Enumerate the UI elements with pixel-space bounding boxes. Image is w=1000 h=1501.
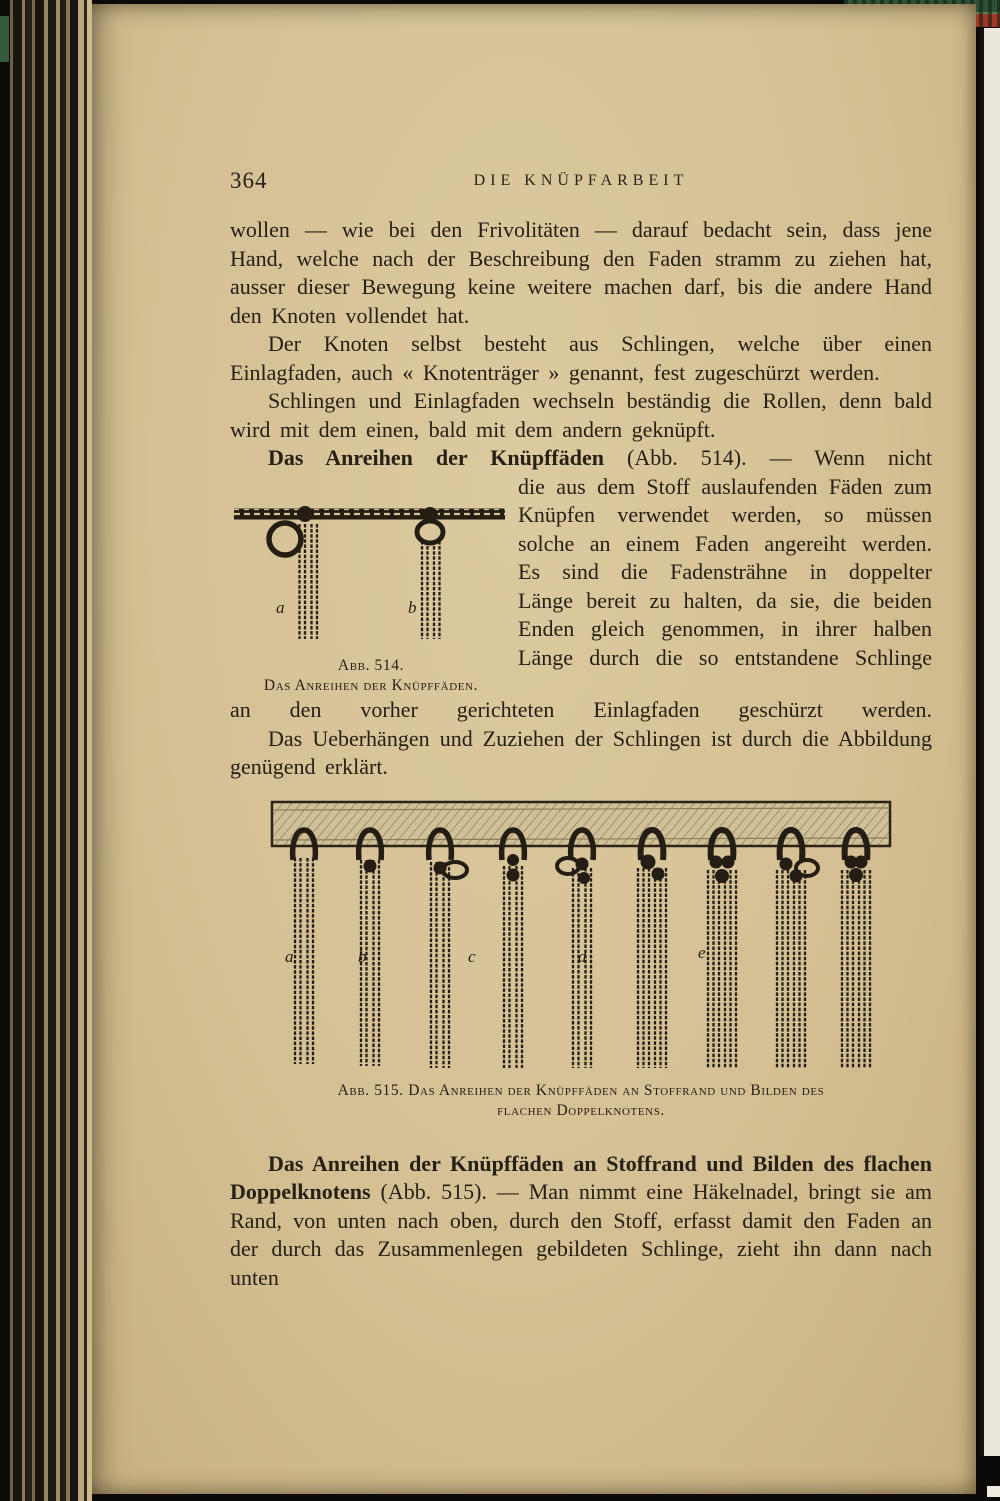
figure-514-caption-line1: Abb. 514. <box>337 656 405 674</box>
figure-514-row <box>230 473 932 697</box>
page-number: 364 <box>230 168 268 193</box>
cover-edge-top-left <box>0 16 9 62</box>
figure-514 <box>230 473 514 697</box>
page-content <box>230 168 932 1292</box>
body-paragraph-2: Der Knoten selbst besteht aus Schlingen, welche über einen Einlagfaden, auch « Knotenträger » genannt, fest zugeschürzt werden. <box>230 331 932 385</box>
bottom-right-page-corner <box>987 1486 1000 1497</box>
figure-514-caption-line2: Das Anreihen der Knüpffäden. <box>263 676 479 694</box>
paragraph-6-lead: Das Anreihen der Knüpffäden an Stoffrand und Bilden des flachen Doppelknotens <box>230 1150 932 1205</box>
figure-515-caption-line2: flachen Doppelknotens. <box>497 1102 665 1120</box>
figure-514-label-a: a <box>276 597 285 617</box>
figure-514-label-b: b <box>408 597 417 617</box>
body-paragraph-4-opening <box>230 444 932 473</box>
figure-515-caption-line1: Abb. 515. Das Anreihen der Knüpffäden an Stoffrand und Bilden des <box>337 1081 825 1099</box>
figure-515-label-c: c <box>468 946 476 966</box>
book-page <box>92 4 976 1494</box>
figure-515-label-e: e <box>698 942 706 962</box>
paragraph-6-rest: (Abb. 515). — Man nimmt eine Häkelnadel, bringt sie am Rand, von unten nach oben, durch den Stoff, erfasst damit den Faden an der durch das Zusammenlegen gebildeten Schlinge, zieht ihn dann nach unten <box>230 1179 932 1290</box>
body-paragraph-5: Das Ueberhängen und Zuziehen der Schlingen ist durch die Abbildung genügend erklärt. <box>230 725 932 780</box>
body-paragraph-3: Schlingen und Einlagfaden wechseln beständig die Rollen, denn bald wird mit dem einen, bald mit dem andern geknüpft. <box>230 388 932 442</box>
body-paragraph-6 <box>230 1150 932 1293</box>
book-page-stack <box>0 0 92 1501</box>
body-paragraph-4-closing: an den vorher gerichteten Einlagfaden geschürzt werden. <box>230 697 932 723</box>
figure-514-illustration <box>232 487 507 645</box>
figure-515-caption <box>270 1081 892 1122</box>
body-paragraph-4-beside-figure: die aus dem Stoff auslaufenden Fäden zum Knüpfen verwendet werden, so müssen solche an einem Faden angereiht werden. Es sind die Fadensträhne in doppelter Länge bereit zu halten, da sie, die beiden Enden gleich genommen, in ihrer halben Länge durch die so entstandene Schlinge <box>518 473 932 670</box>
page-head <box>230 168 932 204</box>
figure-514-caption <box>232 656 510 697</box>
figure-515-illustration <box>270 796 892 1068</box>
paragraph-4-open-text: (Abb. 514). — Wenn nicht <box>603 445 932 470</box>
figure-515-label-b: b <box>358 946 367 966</box>
running-header: DIE KNÜPFARBEIT <box>473 172 689 189</box>
body-paragraph-1: wollen — wie bei den Frivolitäten — darauf bedacht sein, dass jene Hand, welche nach der Beschreibung den Faden stramm zu ziehen hat, ausser dieser Bewegung keine weitere machen darf, bis die andere Hand den Knoten vollendet hat. <box>230 217 932 328</box>
knot-a <box>269 506 317 639</box>
knot-b <box>417 507 443 639</box>
figure-515 <box>270 796 892 1122</box>
figure-515-label-d: d <box>578 946 587 966</box>
paragraph-4-lead: Das Anreihen der Knüpffäden <box>268 445 604 470</box>
right-page-edge <box>980 28 1000 1456</box>
figure-515-label-a: a <box>285 946 294 966</box>
